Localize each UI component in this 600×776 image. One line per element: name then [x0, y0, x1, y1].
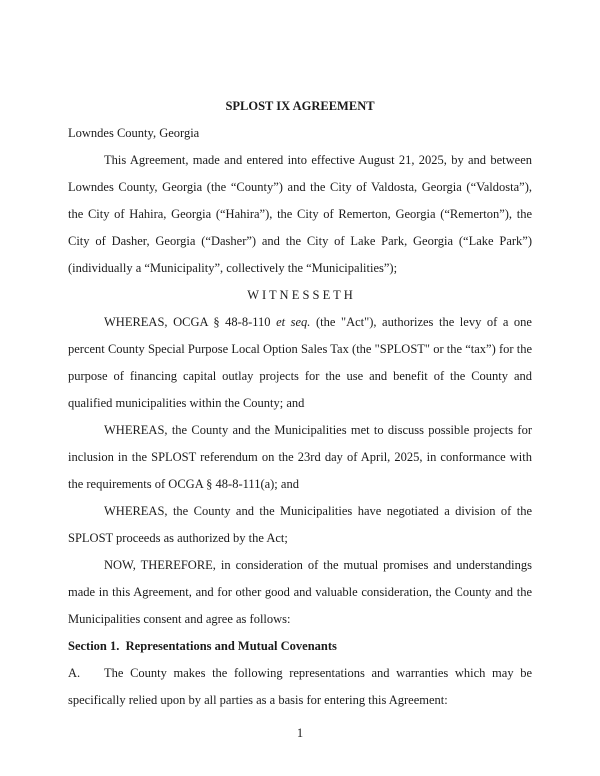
document-body	[68, 93, 532, 714]
paragraph-now-therefore: NOW, THEREFORE, in consideration of the mutual promises and understandings made in this Agreement, and for other good and valuable consideration, the County and the Municipalities consent and agree as follows:	[68, 558, 532, 626]
whereas-act-latin-phrase: et seq.	[276, 315, 311, 329]
document-title: SPLOST IX AGREEMENT	[225, 99, 375, 113]
paragraph-item-a	[68, 660, 532, 714]
witnesseth-heading: W I T N E S S E T H	[247, 288, 353, 302]
subtitle-line: Lowndes County, Georgia	[68, 126, 200, 140]
paragraph-preamble: This Agreement, made and entered into effective August 21, 2025, by and between Lowndes County, Georgia (the “County”) and the City of Valdosta, Georgia (“Valdosta”), the City of Hahira, Georgia (“Hahira”), the City of Remerton, Georgia (“Remerton”), the City of Dasher, Georgia (“Dasher”) and the City of Lake Park, Georgia (“Lake Park”) (individually a “Municipality”, collectively the “Municipalities”);	[68, 153, 532, 275]
paragraph-whereas-act	[68, 309, 532, 417]
item-a-text: The County makes the following representations and warranties which may be specifically relied upon by all parties as a basis for entering this Agreement:	[68, 666, 532, 707]
page-number: 1	[296, 726, 304, 740]
item-a-label: A.	[68, 666, 81, 680]
paragraph-whereas-negotiated: WHEREAS, the County and the Municipalities have negotiated a division of the SPLOST proceeds as authorized by the Act;	[68, 504, 532, 545]
whereas-act-pre: WHEREAS, OCGA § 48-8-110	[104, 315, 277, 329]
section-1-heading: Section 1. Representations and Mutual Covenants	[68, 639, 337, 653]
paragraph-whereas-referendum: WHEREAS, the County and the Municipalities met to discuss possible projects for inclusion in the SPLOST referendum on the 23rd day of April, 2025, in conformance with the requirements of OCGA § 48-8-111(a); and	[68, 423, 532, 491]
whereas-act-post: (the "Act"), authorizes the levy of a one percent County Special Purpose Local Option Sales Tax (the "SPLOST" or the “tax”) for the purpose of financing capital outlay projects for the use and benefit of the County and qualified municipalities within the County; and	[68, 315, 532, 410]
